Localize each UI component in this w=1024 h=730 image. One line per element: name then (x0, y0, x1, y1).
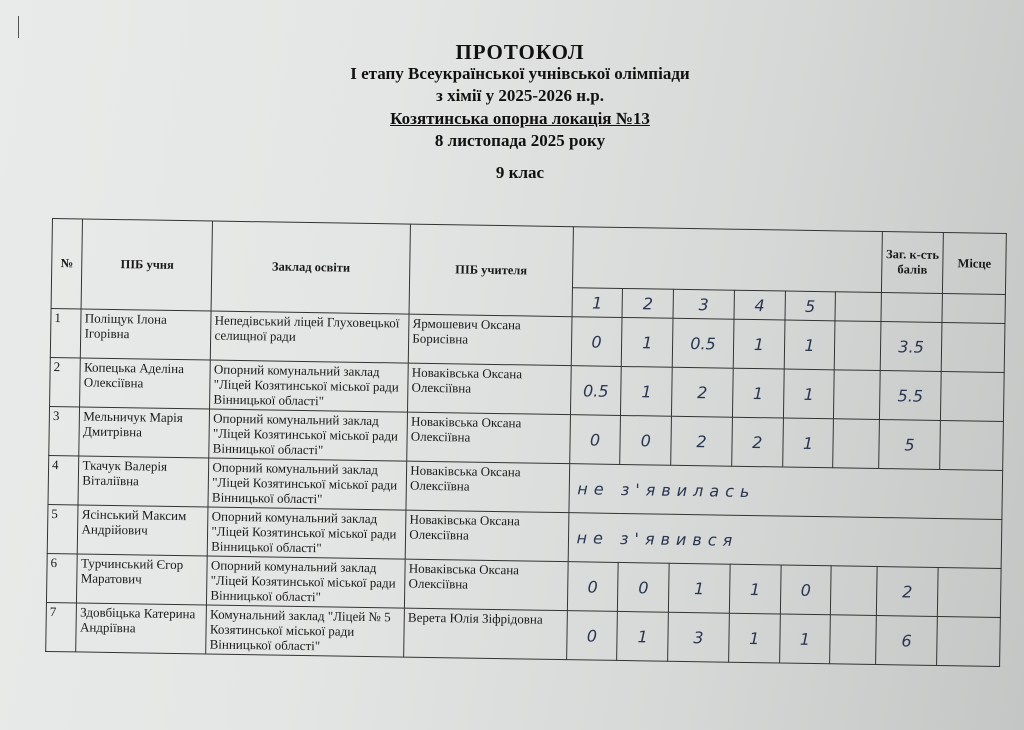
place-cell (941, 322, 1005, 372)
score-cell: 1 (783, 369, 834, 419)
total-score: 5 (879, 420, 941, 470)
score-cell: 0 (567, 562, 618, 612)
col-total-header: Заг. к-сть балів (882, 232, 944, 294)
row-number: 4 (48, 455, 79, 504)
total-score: 3.5 (880, 322, 942, 372)
teacher-name: Новаківська Оксана Олексіївна (405, 559, 568, 611)
score-cell: 0.5 (570, 366, 621, 416)
student-name: Турчинський Єгор Маратович (77, 554, 208, 605)
row-number: 5 (47, 504, 78, 553)
score-cell: 1 (779, 614, 830, 664)
teacher-name: Ярмошевич Оксана Борисівна (408, 314, 571, 366)
results-table (45, 218, 1007, 667)
score-empty (830, 615, 876, 665)
col-number-header: № (51, 219, 83, 309)
score-cell: 2 (672, 367, 734, 417)
student-name: Здовбіцька Катерина Андріївна (76, 603, 207, 654)
col-name-header: ПІБ учня (82, 219, 213, 311)
score-cell: 1 (622, 317, 673, 367)
teacher-name: Верета Юлія Зіфрідовна (404, 608, 567, 660)
score-cell: 1 (782, 418, 833, 468)
student-name: Ткачук Валерія Віталіївна (78, 456, 209, 507)
score-cell: 0 (780, 565, 831, 615)
teacher-name: Новаківська Оксана Олексіївна (407, 412, 570, 464)
total-score: 5.5 (880, 371, 942, 421)
score-cell: 0 (571, 317, 622, 367)
row-number: 2 (50, 357, 81, 406)
tasks-header (572, 227, 882, 293)
score-cell: 1 (668, 563, 730, 613)
score-cell: 1 (733, 319, 784, 369)
score-cell: 0.5 (672, 318, 734, 368)
task-number: 3 (673, 289, 734, 319)
score-empty (833, 419, 879, 469)
teacher-name: Новаківська Оксана Олексіївна (408, 363, 571, 415)
school-name: Комунальний заклад "Ліцей № 5 Козятинської міської ради Вінницької області" (206, 605, 405, 657)
col-place-header: Місце (942, 233, 1006, 295)
student-name: Ясінський Максим Андрійович (78, 505, 209, 556)
place-cell (937, 616, 1001, 666)
place-subheader-empty (942, 293, 1005, 323)
teacher-name: Новаківська Оксана Олексіївна (405, 510, 568, 562)
place-cell (940, 371, 1004, 421)
row-number: 7 (46, 602, 77, 651)
school-name: Опорний комунальний заклад "Ліцей Козятинської міської ради Вінницької області" (209, 409, 408, 461)
row-number: 6 (46, 553, 77, 602)
teacher-name: Новаківська Оксана Олексіївна (406, 461, 569, 513)
score-cell: 0 (569, 415, 620, 465)
results-table-wrap (45, 218, 1012, 703)
score-cell: 1 (732, 368, 783, 418)
col-school-header: Заклад освіти (211, 221, 410, 314)
score-cell: 1 (784, 320, 835, 370)
score-cell: 0 (620, 415, 671, 465)
school-name: Опорний комунальний заклад "Ліцей Козятинської міської ради Вінницької області" (208, 507, 407, 559)
score-cell: 1 (617, 611, 668, 661)
absence-note: не з'явився (568, 513, 1002, 569)
task-number: 4 (734, 290, 785, 320)
task-number: 5 (785, 291, 836, 321)
student-name: Поліщук Ілона Ігорівна (81, 309, 212, 360)
school-name: Опорний комунальний заклад "Ліцей Козятинської міської ради Вінницької області" (210, 360, 409, 412)
score-cell: 0 (618, 562, 669, 612)
score-cell: 1 (729, 564, 780, 614)
score-cell: 2 (732, 417, 783, 467)
student-name: Копецька Аделіна Олексіївна (80, 358, 211, 409)
score-cell: 0 (566, 611, 617, 661)
location: Козятинська опорна локація №13 (390, 109, 650, 128)
task-number-empty (835, 292, 881, 322)
olympiad-subject: з хімії у 2025-2026 н.р. (436, 86, 604, 105)
row-number: 3 (49, 406, 80, 455)
document-title: ПРОТОКОЛ (455, 40, 585, 64)
task-number: 2 (622, 288, 673, 318)
school-name: Непедівський ліцей Глуховецької селищної ради (211, 311, 410, 363)
score-empty (831, 566, 877, 616)
score-empty (834, 370, 880, 420)
header-row (52, 219, 1007, 295)
score-cell: 3 (668, 612, 730, 662)
school-name: Опорний комунальний заклад "Ліцей Козятинської міської ради Вінницької області" (208, 458, 407, 510)
col-teacher-header: ПІБ учителя (409, 224, 573, 317)
place-cell (937, 567, 1001, 617)
school-name: Опорний комунальний заклад "Ліцей Козятинської міської ради Вінницької області" (207, 556, 406, 608)
task-number: 1 (572, 288, 623, 318)
score-empty (835, 321, 881, 371)
absence-note: не з'явилась (569, 464, 1003, 520)
score-cell: 1 (729, 613, 780, 663)
score-cell: 2 (671, 416, 733, 466)
total-score: 6 (876, 615, 938, 665)
student-name: Мельничук Марія Дмитрівна (79, 407, 210, 458)
grade: 9 клас (495, 163, 545, 182)
margin-mark (18, 16, 22, 38)
total-subheader-empty (881, 293, 942, 323)
date: 8 листопада 2025 року (434, 131, 606, 150)
place-cell (940, 420, 1004, 470)
total-score: 2 (876, 567, 938, 617)
olympiad-stage: І етапу Всеукраїнської учнівської олімпіади (350, 64, 690, 83)
row-number: 1 (50, 308, 81, 357)
score-cell: 1 (621, 366, 672, 416)
